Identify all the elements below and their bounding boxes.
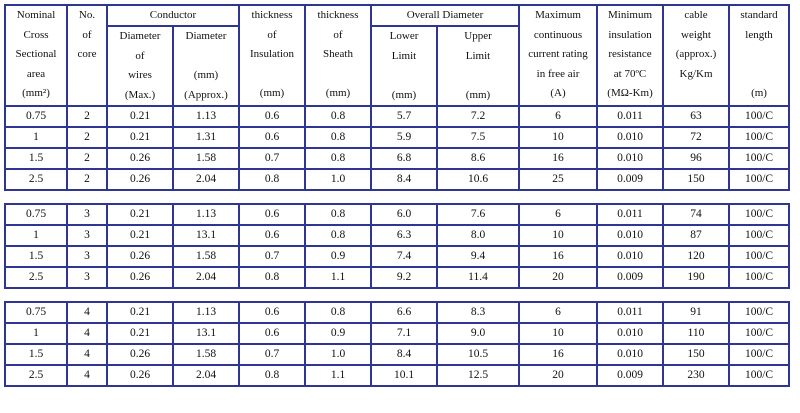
cell-insulation-resistance: 0.010 bbox=[597, 127, 663, 148]
cell-wire-diameter: 0.21 bbox=[107, 225, 173, 246]
header-line: Lower bbox=[389, 30, 419, 42]
cell-insulation: 0.8 bbox=[239, 365, 305, 386]
cell-cable-weight: 91 bbox=[663, 302, 729, 323]
cell-insulation: 0.6 bbox=[239, 204, 305, 225]
header-line: in free air bbox=[536, 67, 580, 80]
cell-cores: 2 bbox=[67, 106, 107, 127]
cell-conductor-diameter: 1.13 bbox=[173, 302, 239, 323]
header-line: resistance bbox=[608, 48, 652, 60]
header-line: Sectional bbox=[15, 48, 57, 60]
cell-current-rating: 16 bbox=[519, 148, 597, 169]
cell-current-rating: 25 bbox=[519, 169, 597, 190]
separator-cell bbox=[5, 288, 789, 302]
cell-insulation: 0.6 bbox=[239, 106, 305, 127]
cell-upper-limit: 9.4 bbox=[437, 246, 519, 267]
header-line: Kg/Km bbox=[679, 67, 713, 80]
header-line: Cross bbox=[23, 28, 49, 41]
header-line: (mm²) bbox=[22, 87, 50, 99]
cell-nominal-area: 2.5 bbox=[5, 365, 67, 386]
cell-upper-limit: 8.0 bbox=[437, 225, 519, 246]
table-row bbox=[5, 225, 789, 246]
cell-sheath: 0.8 bbox=[305, 106, 371, 127]
group-separator bbox=[5, 190, 789, 204]
header-line: current rating bbox=[528, 48, 588, 60]
cell-insulation-resistance: 0.011 bbox=[597, 302, 663, 323]
header-conductor-group: Conductor bbox=[107, 5, 239, 26]
cell-sheath: 0.8 bbox=[305, 204, 371, 225]
cell-upper-limit: 12.5 bbox=[437, 365, 519, 386]
cell-current-rating: 10 bbox=[519, 127, 597, 148]
header-line: insulation bbox=[608, 28, 652, 41]
cell-wire-diameter: 0.21 bbox=[107, 204, 173, 225]
cell-standard-length: 100/C bbox=[729, 148, 789, 169]
cell-cores: 3 bbox=[67, 246, 107, 267]
cell-conductor-diameter: 13.1 bbox=[173, 225, 239, 246]
cell-lower-limit: 7.1 bbox=[371, 323, 437, 344]
table-row bbox=[5, 106, 789, 127]
cell-cores: 4 bbox=[67, 302, 107, 323]
table-row bbox=[5, 127, 789, 148]
cell-insulation-resistance: 0.009 bbox=[597, 267, 663, 288]
cell-sheath: 0.9 bbox=[305, 323, 371, 344]
cell-cable-weight: 120 bbox=[663, 246, 729, 267]
cell-wire-diameter: 0.21 bbox=[107, 127, 173, 148]
cell-insulation: 0.6 bbox=[239, 302, 305, 323]
cell-current-rating: 20 bbox=[519, 267, 597, 288]
cell-insulation-resistance: 0.009 bbox=[597, 365, 663, 386]
cell-cable-weight: 63 bbox=[663, 106, 729, 127]
cell-insulation-resistance: 0.011 bbox=[597, 204, 663, 225]
header-lower-limit bbox=[371, 26, 437, 106]
cell-insulation: 0.6 bbox=[239, 323, 305, 344]
header-line bbox=[438, 66, 518, 86]
cell-lower-limit: 10.1 bbox=[371, 365, 437, 386]
cell-cores: 4 bbox=[67, 344, 107, 365]
table-row bbox=[5, 267, 789, 288]
cell-conductor-diameter: 13.1 bbox=[173, 323, 239, 344]
header-line: continuous bbox=[533, 28, 583, 41]
header-line: (mm) bbox=[325, 87, 351, 99]
header-line bbox=[372, 66, 436, 86]
separator-cell bbox=[5, 190, 789, 204]
header-line: of bbox=[333, 28, 343, 41]
cell-standard-length: 100/C bbox=[729, 204, 789, 225]
cell-standard-length: 100/C bbox=[729, 127, 789, 148]
cell-nominal-area: 2.5 bbox=[5, 169, 67, 190]
cell-sheath: 0.8 bbox=[305, 225, 371, 246]
header-current-rating bbox=[519, 5, 597, 106]
cell-lower-limit: 6.3 bbox=[371, 225, 437, 246]
cell-insulation: 0.8 bbox=[239, 169, 305, 190]
cell-wire-diameter: 0.21 bbox=[107, 323, 173, 344]
header-line: Sheath bbox=[323, 48, 353, 60]
header-line: (approx.) bbox=[675, 48, 717, 60]
cell-wire-diameter: 0.26 bbox=[107, 246, 173, 267]
header-line: No. bbox=[78, 9, 96, 21]
cell-conductor-diameter: 2.04 bbox=[173, 267, 239, 288]
header-line: Limit bbox=[391, 49, 417, 62]
cell-standard-length: 100/C bbox=[729, 106, 789, 127]
header-line: (mm) bbox=[465, 88, 491, 101]
cell-nominal-area: 0.75 bbox=[5, 106, 67, 127]
cell-upper-limit: 11.4 bbox=[437, 267, 519, 288]
cell-standard-length: 100/C bbox=[729, 246, 789, 267]
header-line: Limit bbox=[465, 49, 491, 62]
table-row bbox=[5, 365, 789, 386]
header-line: (mm) bbox=[391, 88, 417, 101]
header-row-top bbox=[5, 5, 789, 26]
cell-sheath: 0.8 bbox=[305, 148, 371, 169]
header-line: at 70ºC bbox=[613, 67, 647, 80]
cell-insulation-resistance: 0.010 bbox=[597, 225, 663, 246]
cell-current-rating: 10 bbox=[519, 225, 597, 246]
cell-nominal-area: 1.5 bbox=[5, 344, 67, 365]
header-line bbox=[174, 47, 238, 67]
cell-current-rating: 6 bbox=[519, 302, 597, 323]
cell-sheath: 0.9 bbox=[305, 246, 371, 267]
table-row bbox=[5, 169, 789, 190]
cell-insulation-resistance: 0.010 bbox=[597, 344, 663, 365]
header-number-of-cores bbox=[67, 5, 107, 106]
header-line: (Approx.) bbox=[184, 88, 228, 101]
header-wire-diameter bbox=[107, 26, 173, 106]
cell-upper-limit: 10.6 bbox=[437, 169, 519, 190]
header-line bbox=[306, 65, 370, 85]
cell-sheath: 0.8 bbox=[305, 127, 371, 148]
header-line: (mm) bbox=[259, 87, 285, 99]
header-line: (MΩ-Km) bbox=[607, 87, 653, 99]
cell-wire-diameter: 0.21 bbox=[107, 302, 173, 323]
group-separator bbox=[5, 288, 789, 302]
cell-lower-limit: 5.9 bbox=[371, 127, 437, 148]
cell-cores: 2 bbox=[67, 148, 107, 169]
header-line: of bbox=[135, 49, 145, 62]
cell-sheath: 1.1 bbox=[305, 365, 371, 386]
cell-cable-weight: 87 bbox=[663, 225, 729, 246]
cell-conductor-diameter: 1.58 bbox=[173, 344, 239, 365]
cell-lower-limit: 8.4 bbox=[371, 344, 437, 365]
header-sheath-thickness bbox=[305, 5, 371, 106]
header-line: cable bbox=[684, 9, 708, 21]
cell-cores: 3 bbox=[67, 204, 107, 225]
cell-wire-diameter: 0.26 bbox=[107, 169, 173, 190]
header-line: Diameter bbox=[119, 30, 161, 42]
cell-upper-limit: 10.5 bbox=[437, 344, 519, 365]
cell-cable-weight: 74 bbox=[663, 204, 729, 225]
cell-insulation: 0.7 bbox=[239, 148, 305, 169]
cell-conductor-diameter: 1.31 bbox=[173, 127, 239, 148]
cell-conductor-diameter: 1.13 bbox=[173, 204, 239, 225]
header-line: of bbox=[82, 28, 92, 41]
table-row bbox=[5, 246, 789, 267]
cell-nominal-area: 1 bbox=[5, 323, 67, 344]
header-standard-length bbox=[729, 5, 789, 106]
cell-sheath: 1.0 bbox=[305, 169, 371, 190]
cell-lower-limit: 8.4 bbox=[371, 169, 437, 190]
cell-wire-diameter: 0.26 bbox=[107, 148, 173, 169]
cell-cable-weight: 110 bbox=[663, 323, 729, 344]
header-line: (m) bbox=[751, 87, 767, 99]
header-line: (mm) bbox=[193, 69, 219, 81]
header-cable-weight bbox=[663, 5, 729, 106]
cell-cable-weight: 96 bbox=[663, 148, 729, 169]
cell-insulation-resistance: 0.010 bbox=[597, 246, 663, 267]
header-nominal-area bbox=[5, 5, 67, 106]
cell-conductor-diameter: 2.04 bbox=[173, 365, 239, 386]
header-insulation-resistance bbox=[597, 5, 663, 106]
cell-nominal-area: 1 bbox=[5, 225, 67, 246]
header-line: (A) bbox=[550, 87, 566, 99]
table-row bbox=[5, 344, 789, 365]
cell-cable-weight: 230 bbox=[663, 365, 729, 386]
cell-standard-length: 100/C bbox=[729, 302, 789, 323]
header-line: Minimum bbox=[608, 9, 653, 21]
header-line: weight bbox=[681, 28, 711, 41]
cell-upper-limit: 8.6 bbox=[437, 148, 519, 169]
cell-conductor-diameter: 2.04 bbox=[173, 169, 239, 190]
cell-nominal-area: 0.75 bbox=[5, 302, 67, 323]
cell-standard-length: 100/C bbox=[729, 169, 789, 190]
cell-cores: 3 bbox=[67, 225, 107, 246]
header-line: thickness bbox=[251, 9, 293, 21]
cell-standard-length: 100/C bbox=[729, 225, 789, 246]
cell-current-rating: 6 bbox=[519, 106, 597, 127]
cell-current-rating: 6 bbox=[519, 204, 597, 225]
cell-current-rating: 16 bbox=[519, 344, 597, 365]
cell-conductor-diameter: 1.58 bbox=[173, 148, 239, 169]
header-line: of bbox=[267, 28, 277, 41]
cell-cores: 2 bbox=[67, 127, 107, 148]
header-line: core bbox=[77, 48, 97, 60]
header-line: Insulation bbox=[250, 48, 295, 60]
cell-sheath: 1.1 bbox=[305, 267, 371, 288]
cell-wire-diameter: 0.26 bbox=[107, 267, 173, 288]
cell-insulation: 0.6 bbox=[239, 127, 305, 148]
header-overall-diameter-group: Overall Diameter bbox=[371, 5, 519, 26]
cell-lower-limit: 6.6 bbox=[371, 302, 437, 323]
cell-standard-length: 100/C bbox=[729, 365, 789, 386]
header-upper-limit bbox=[437, 26, 519, 106]
cell-insulation-resistance: 0.010 bbox=[597, 148, 663, 169]
header-line: length bbox=[745, 28, 773, 41]
cell-wire-diameter: 0.26 bbox=[107, 344, 173, 365]
header-line: wires bbox=[128, 69, 152, 81]
header-line: Maximum bbox=[535, 9, 581, 21]
cell-conductor-diameter: 1.58 bbox=[173, 246, 239, 267]
header-line bbox=[240, 65, 304, 85]
cell-insulation: 0.6 bbox=[239, 225, 305, 246]
cell-lower-limit: 9.2 bbox=[371, 267, 437, 288]
cell-cores: 4 bbox=[67, 365, 107, 386]
header-line: standard bbox=[740, 9, 778, 21]
header-line: area bbox=[26, 67, 46, 80]
header-line: Nominal bbox=[16, 9, 56, 21]
table-row bbox=[5, 204, 789, 225]
cell-current-rating: 20 bbox=[519, 365, 597, 386]
cell-nominal-area: 1 bbox=[5, 127, 67, 148]
cell-standard-length: 100/C bbox=[729, 323, 789, 344]
cell-upper-limit: 7.2 bbox=[437, 106, 519, 127]
cable-spec-sheet bbox=[4, 4, 790, 387]
cell-cable-weight: 72 bbox=[663, 127, 729, 148]
header-insulation-thickness bbox=[239, 5, 305, 106]
cell-sheath: 0.8 bbox=[305, 302, 371, 323]
cell-lower-limit: 6.8 bbox=[371, 148, 437, 169]
cell-nominal-area: 0.75 bbox=[5, 204, 67, 225]
cell-lower-limit: 5.7 bbox=[371, 106, 437, 127]
cell-upper-limit: 9.0 bbox=[437, 323, 519, 344]
header-line bbox=[730, 45, 788, 65]
cell-insulation: 0.7 bbox=[239, 246, 305, 267]
cell-upper-limit: 7.5 bbox=[437, 127, 519, 148]
cell-wire-diameter: 0.21 bbox=[107, 106, 173, 127]
cell-cores: 4 bbox=[67, 323, 107, 344]
cell-upper-limit: 7.6 bbox=[437, 204, 519, 225]
table-row bbox=[5, 302, 789, 323]
table-body bbox=[5, 5, 789, 386]
cell-lower-limit: 7.4 bbox=[371, 246, 437, 267]
header-line: (Max.) bbox=[124, 88, 156, 101]
header-line bbox=[730, 65, 788, 85]
cell-insulation: 0.7 bbox=[239, 344, 305, 365]
table-row bbox=[5, 148, 789, 169]
cell-upper-limit: 8.3 bbox=[437, 302, 519, 323]
cell-nominal-area: 1.5 bbox=[5, 246, 67, 267]
cell-insulation-resistance: 0.011 bbox=[597, 106, 663, 127]
cell-cable-weight: 190 bbox=[663, 267, 729, 288]
cell-insulation-resistance: 0.010 bbox=[597, 323, 663, 344]
cell-nominal-area: 2.5 bbox=[5, 267, 67, 288]
table-row bbox=[5, 323, 789, 344]
header-line: Diameter bbox=[185, 30, 227, 42]
header-conductor-diameter bbox=[173, 26, 239, 106]
cell-standard-length: 100/C bbox=[729, 267, 789, 288]
cell-conductor-diameter: 1.13 bbox=[173, 106, 239, 127]
cell-lower-limit: 6.0 bbox=[371, 204, 437, 225]
cell-cable-weight: 150 bbox=[663, 344, 729, 365]
cable-spec-table bbox=[4, 4, 790, 387]
cell-current-rating: 16 bbox=[519, 246, 597, 267]
cell-nominal-area: 1.5 bbox=[5, 148, 67, 169]
cell-cores: 2 bbox=[67, 169, 107, 190]
cell-cores: 3 bbox=[67, 267, 107, 288]
cell-standard-length: 100/C bbox=[729, 344, 789, 365]
cell-insulation: 0.8 bbox=[239, 267, 305, 288]
header-line: Upper bbox=[464, 30, 492, 42]
cell-current-rating: 10 bbox=[519, 323, 597, 344]
cell-insulation-resistance: 0.009 bbox=[597, 169, 663, 190]
header-line: thickness bbox=[317, 9, 359, 21]
cell-wire-diameter: 0.26 bbox=[107, 365, 173, 386]
cell-cable-weight: 150 bbox=[663, 169, 729, 190]
cell-sheath: 1.0 bbox=[305, 344, 371, 365]
